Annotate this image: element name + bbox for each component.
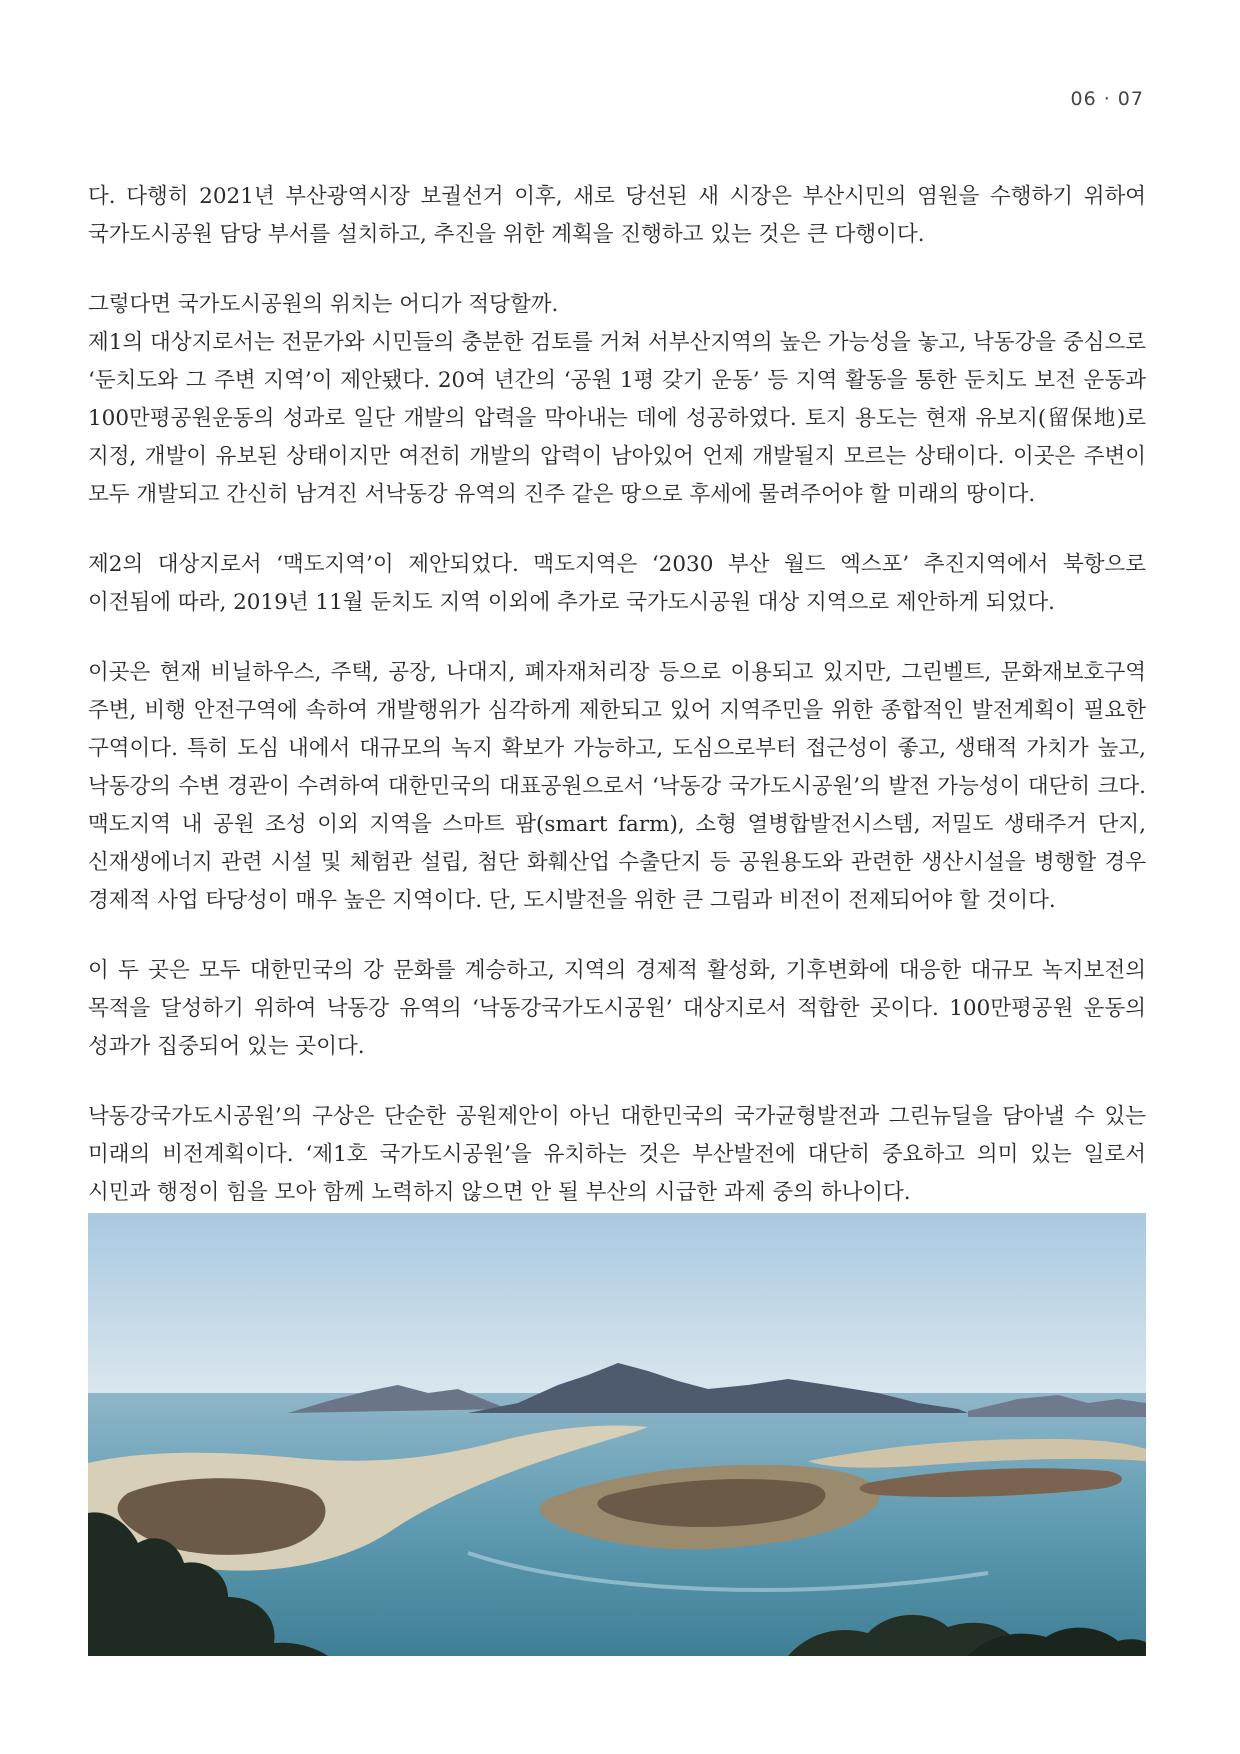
nakdong-river-estuary-photo bbox=[88, 1213, 1146, 1656]
paragraph-6: 이 두 곳은 모두 대한민국의 강 문화를 계승하고, 지역의 경제적 활성화, 기후변화에 대응한 대규모 녹지보전의 목적을 달성하기 위하여 낙동강 유역의 ‘낙동강국가도시공원’ 대상지로서 적합한 곳이다. 100만평공원 운동의 성과가 집중되어 있는 곳이다. bbox=[88, 958, 1146, 1059]
paragraph-2: 그렇다면 국가도시공원의 위치는 어디가 적당할까. bbox=[88, 292, 559, 317]
paragraph-1: 다. 다행히 2021년 부산광역시장 보궐선거 이후, 새로 당선된 새 시장은 부산시민의 염원을 수행하기 위하여 국가도시공원 담당 부서를 설치하고, 추진을 위한 계획을 진행하고 있는 것은 큰 다행이다. bbox=[88, 184, 1146, 247]
paragraph-7: 낙동강국가도시공원’의 구상은 단순한 공원제안이 아닌 대한민국의 국가균형발전과 그린뉴딜을 담아낼 수 있는 미래의 비전계획이다. ‘제1호 국가도시공원’을 유치하는 것은 부산발전에 대단히 중요하고 의미 있는 일로서 시민과 행정이 힘을 모아 함께 노력하지 않으면 안 될 부산의 시급한 과제 중의 하나이다. bbox=[88, 1104, 1146, 1205]
paragraph-5: 이곳은 현재 비닐하우스, 주택, 공장, 나대지, 폐자재처리장 등으로 이용되고 있지만, 그린벨트, 문화재보호구역 주변, 비행 안전구역에 속하여 개발행위가 심각하게 제한되고 있어 지역주민을 위한 종합적인 발전계획이 필요한 구역이다. 특히 도심 내에서 대규모의 녹지 확보가 가능하고, 도심으로부터 접근성이 좋고, 생태적 가치가 높고, 낙동강의 수변 경관이 수려하여 대한민국의 대표공원으로서 ‘낙동강 국가도시공원’의 발전 가능성이 대단히 크다. 맥도지역 내 공원 조성 이외 지역을 스마트 팜(smart farm), 소형 열병합발전시스템, 저밀도 생태주거 단지, 신재생에너지 관련 시설 및 체험관 설립, 첨단 화훼산업 수출단지 등 공원용도와 관련한 생산시설을 병행할 경우 경제적 사업 타당성이 매우 높은 지역이다. 단, 도시발전을 위한 큰 그림과 비전이 전제되어야 할 것이다. bbox=[88, 660, 1146, 913]
paragraph-3: 제1의 대상지로서는 전문가와 시민들의 충분한 검토를 거쳐 서부산지역의 높은 가능성을 놓고, 낙동강을 중심으로 ‘둔치도와 그 주변 지역’이 제안됐다. 20여 년간의 ‘공원 1평 갖기 운동’ 등 지역 활동을 통한 둔치도 보전 운동과 100만평공원운동의 성과로 일단 개발의 압력을 막아내는 데에 성공하였다. 토지 용도는 현재 유보지(留保地)로 지정, 개발이 유보된 상태이지만 여전히 개발의 압력이 남아있어 언제 개발될지 모르는 상태이다. 이곳은 주변이 모두 개발되고 간신히 남겨진 서낙동강 유역의 진주 같은 땅으로 후세에 물려주어야 할 미래의 땅이다. bbox=[88, 330, 1146, 507]
estuary-landscape-image bbox=[88, 1213, 1146, 1656]
paragraph-4: 제2의 대상지로서 ‘맥도지역’이 제안되었다. 맥도지역은 ‘2030 부산 월드 엑스포’ 추진지역에서 북항으로 이전됨에 따라, 2019년 11월 둔치도 지역 이외에 추가로 국가도시공원 대상 지역으로 제안하게 되었다. bbox=[88, 552, 1146, 615]
article-body bbox=[88, 178, 1146, 1244]
page-number: 06 · 07 bbox=[1070, 88, 1144, 110]
